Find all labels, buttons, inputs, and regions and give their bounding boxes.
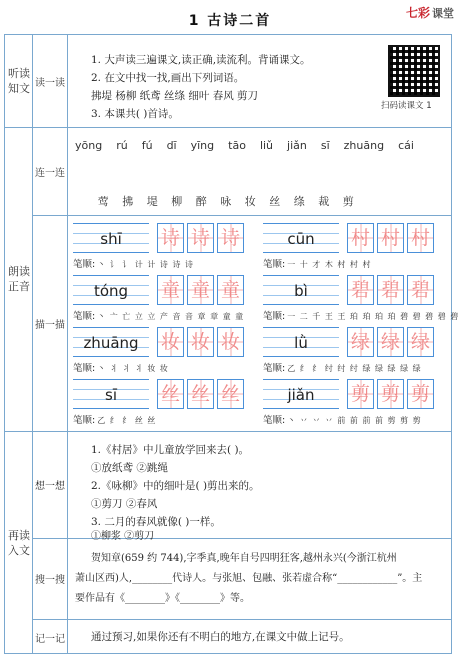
trace-char-box[interactable]: 丝 xyxy=(217,379,244,409)
section-label-search: 搜一搜 xyxy=(35,575,65,586)
stroke-sequence: 丶 讠 讠 计 计 诗 诗 诗 xyxy=(97,260,195,269)
page-title: 1 古诗二首 xyxy=(188,13,272,29)
trace-pinyin: zhuāng xyxy=(73,327,149,357)
connect-char[interactable]: 咏 xyxy=(220,195,232,208)
divider xyxy=(67,127,451,128)
connect-pinyin[interactable]: yōng xyxy=(75,139,103,152)
trace-pinyin: bì xyxy=(263,275,339,305)
trace-char-box[interactable]: 村 xyxy=(407,223,434,253)
qr-label: 扫码读课文 1 xyxy=(381,101,432,111)
qr-code-icon[interactable] xyxy=(388,45,440,97)
trace-char-box[interactable]: 诗 xyxy=(187,223,214,253)
stroke-order-label: 笔顺: xyxy=(73,259,96,270)
connect-char[interactable]: 醉 xyxy=(195,195,207,208)
connect-char[interactable]: 堤 xyxy=(146,195,158,208)
category-read-label: 朗读 正音 xyxy=(8,265,30,293)
connect-pinyin[interactable]: tāo xyxy=(228,139,246,152)
connect-pinyin[interactable]: fú xyxy=(141,139,153,152)
trace-item xyxy=(263,327,438,357)
section-label-trace: 描一描 xyxy=(35,319,65,331)
stroke-order xyxy=(263,308,459,322)
stroke-order xyxy=(263,412,422,426)
trace-char-box[interactable]: 剪 xyxy=(347,379,374,409)
search-line-1: 贺知章(659 约 744),字季真,晚年自号四明狂客,越州永兴(今浙江杭州 xyxy=(91,553,397,564)
trace-char-box[interactable]: 绿 xyxy=(377,327,404,357)
trace-char-box[interactable]: 妆 xyxy=(217,327,244,357)
stroke-order-label: 笔顺: xyxy=(263,311,286,322)
connect-pinyin[interactable]: jiǎn xyxy=(287,139,307,152)
section-label-read-aloud: 读一读 xyxy=(35,77,65,89)
stroke-sequence: 乙 纟 纟 丝 丝 xyxy=(97,416,157,425)
stroke-sequence: 丶 丬 丬 丬 妆 妆 xyxy=(97,364,169,373)
trace-item xyxy=(73,327,248,357)
stroke-sequence: 丶 丷 丷 丷 前 前 前 前 剪 剪 剪 xyxy=(287,416,422,425)
connect-pinyin[interactable]: zhuāng xyxy=(343,139,385,152)
stroke-order xyxy=(73,256,194,270)
search-line-3: 要作品有《________》《________》等。 xyxy=(75,593,250,604)
read-line-1: 1. 大声读三遍课文,读正确,读流利。背诵课文。 xyxy=(91,54,311,66)
trace-char-box[interactable]: 绿 xyxy=(347,327,374,357)
think-line-4: ①剪刀 ②春风 xyxy=(91,498,158,510)
trace-char-box[interactable]: 碧 xyxy=(377,275,404,305)
trace-pinyin: shī xyxy=(73,223,149,253)
divider xyxy=(32,619,451,620)
connect-pinyin[interactable]: cái xyxy=(398,139,414,152)
read-line-3: 拂堤 杨柳 纸鸢 丝绦 细叶 春风 剪刀 xyxy=(91,90,259,102)
trace-item xyxy=(73,275,248,305)
think-line-6: ①柳浆 ②剪刀 xyxy=(91,531,155,542)
connect-char[interactable]: 妆 xyxy=(244,195,256,208)
trace-char-box[interactable]: 剪 xyxy=(377,379,404,409)
trace-char-box[interactable]: 村 xyxy=(347,223,374,253)
stroke-order xyxy=(263,360,422,374)
stroke-sequence: 丶 亠 亡 立 立 产 音 音 章 章 童 童 xyxy=(97,312,245,321)
read-line-2: 2. 在文中找一找,画出下列词语。 xyxy=(91,72,245,84)
brand-logo xyxy=(406,4,454,21)
connect-pinyin[interactable]: sī xyxy=(320,139,330,152)
connect-char[interactable]: 丝 xyxy=(269,195,281,208)
connect-pinyin-row xyxy=(75,139,428,152)
trace-char-box[interactable]: 妆 xyxy=(187,327,214,357)
connect-char[interactable]: 柳 xyxy=(171,195,183,208)
stroke-order-label: 笔顺: xyxy=(73,311,96,322)
connect-char-row xyxy=(91,193,361,209)
trace-item xyxy=(263,223,438,253)
trace-pinyin: jiǎn xyxy=(263,379,339,409)
trace-char-box[interactable]: 诗 xyxy=(217,223,244,253)
trace-item xyxy=(73,379,248,409)
connect-char[interactable]: 裁 xyxy=(318,195,330,208)
stroke-order-label: 笔顺: xyxy=(73,363,96,374)
category-preview xyxy=(5,35,33,127)
connect-pinyin[interactable]: rú xyxy=(116,139,128,152)
divider xyxy=(5,431,451,432)
section-label-connect: 连一连 xyxy=(35,167,65,179)
trace-char-box[interactable]: 童 xyxy=(217,275,244,305)
read-line-4: 3. 本课共( )首诗。 xyxy=(91,108,179,120)
trace-item xyxy=(73,223,248,253)
section-label-note: 记一记 xyxy=(35,633,65,645)
connect-pinyin[interactable]: yīng xyxy=(190,139,215,152)
think-line-3: 2.《咏柳》中的细叶是( )剪出来的。 xyxy=(91,480,260,492)
worksheet-table xyxy=(4,34,460,654)
connect-char[interactable]: 绦 xyxy=(293,195,305,208)
category-reread-label: 再读 入文 xyxy=(8,529,30,557)
trace-pinyin: tóng xyxy=(73,275,149,305)
connect-char[interactable]: 拂 xyxy=(122,195,134,208)
trace-pinyin: sī xyxy=(73,379,149,409)
trace-char-box[interactable]: 丝 xyxy=(157,379,184,409)
section-label-think: 想一想 xyxy=(35,481,65,492)
trace-pinyin: cūn xyxy=(263,223,339,253)
stroke-sequence: 一 二 千 王 王 珀 珀 珀 珀 碧 碧 碧 碧 碧 xyxy=(287,312,460,321)
trace-char-box[interactable]: 童 xyxy=(187,275,214,305)
stroke-sequence: 一 十 才 木 村 村 村 xyxy=(287,260,372,269)
trace-char-box[interactable]: 童 xyxy=(157,275,184,305)
trace-char-box[interactable]: 妆 xyxy=(157,327,184,357)
trace-item xyxy=(263,275,438,305)
trace-pinyin: lǜ xyxy=(263,327,339,357)
search-line-2: 萧山区西)人,________代诗人。与张旭、包融、张若虚合称“____________”。主 xyxy=(75,573,423,584)
trace-char-box[interactable]: 丝 xyxy=(187,379,214,409)
trace-item xyxy=(263,379,438,409)
trace-char-box[interactable]: 碧 xyxy=(407,275,434,305)
stroke-order xyxy=(73,412,156,426)
stroke-order-label: 笔顺: xyxy=(263,415,286,426)
stroke-order xyxy=(73,360,169,374)
connect-char[interactable]: 剪 xyxy=(342,195,354,208)
connect-char[interactable]: 莺 xyxy=(97,195,109,208)
trace-char-box[interactable]: 诗 xyxy=(157,223,184,253)
brand-sub: 课堂 xyxy=(432,7,454,20)
stroke-order-label: 笔顺: xyxy=(263,259,286,270)
stroke-order xyxy=(263,256,371,270)
page-header xyxy=(0,0,460,34)
trace-char-box[interactable]: 碧 xyxy=(347,275,374,305)
divider xyxy=(32,215,451,216)
category-reread xyxy=(5,431,33,655)
think-line-1: 1.《村居》中儿童放学回来去( )。 xyxy=(91,444,250,456)
stroke-order-label: 笔顺: xyxy=(263,363,286,374)
trace-char-box[interactable]: 剪 xyxy=(407,379,434,409)
connect-pinyin[interactable]: dī xyxy=(166,139,177,152)
connect-pinyin[interactable]: liǔ xyxy=(259,139,274,152)
note-text: 通过预习,如果你还有不明白的地方,在课文中做上记号。 xyxy=(91,631,350,643)
think-line-5: 3. 二月的春风就像( )一样。 xyxy=(91,516,221,528)
trace-char-box[interactable]: 村 xyxy=(377,223,404,253)
stroke-order xyxy=(73,308,244,322)
think-line-2: ①放纸鸢 ②跳绳 xyxy=(91,462,168,474)
brand-name: 七彩 xyxy=(405,6,430,20)
trace-char-box[interactable]: 绿 xyxy=(407,327,434,357)
stroke-sequence: 乙 纟 纟 纣 纣 纣 绿 绿 绿 绿 绿 xyxy=(287,364,422,373)
stroke-order-label: 笔顺: xyxy=(73,415,96,426)
category-read xyxy=(5,127,33,431)
category-preview-label: 听读 知文 xyxy=(8,67,30,95)
